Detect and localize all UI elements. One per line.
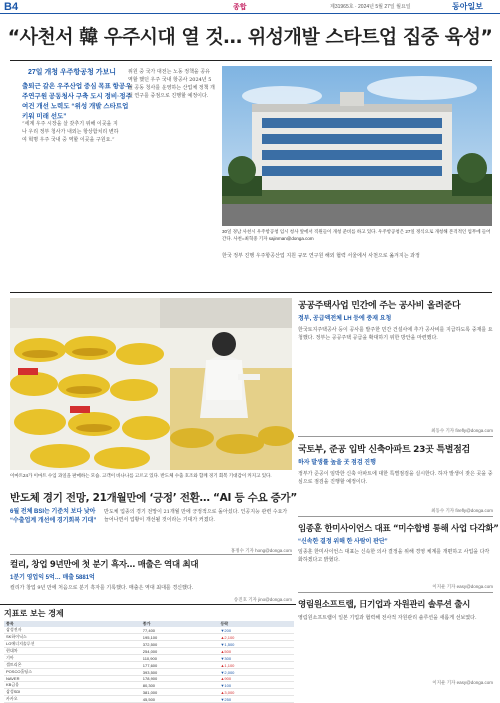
newspaper-logo: 동아일보	[452, 2, 483, 11]
table-header: 종목	[4, 621, 141, 627]
section5-headline: 영림원소프트랩, 日기업과 자원관리 솔루션 출시	[298, 600, 471, 610]
market-indicator-box	[4, 608, 294, 702]
table-cell: 삼성전자	[4, 627, 141, 634]
table-cell: 80,300	[141, 682, 219, 689]
section3-byline: 최동수 기자 firefly@donga.com	[431, 508, 493, 513]
divider	[298, 516, 493, 517]
table-cell: 셀트리온	[4, 662, 141, 669]
table-cell: ▲1,100	[218, 662, 294, 669]
table-header: 종가	[141, 621, 219, 627]
section6-body: 반도체 업종의 경기 전망이 21개월 만에 긍정적으로 돌아섰다. 인공지능 관련 수요가 늘어나면서 업황이 개선될 것이라는 기대가 커졌다.	[104, 509, 288, 523]
divider	[298, 436, 493, 437]
market-indicator-title: 지표로 보는 경제	[4, 609, 64, 618]
divider	[10, 292, 492, 293]
table-cell: SK하이닉스	[4, 634, 141, 641]
table-cell: NAVER	[4, 676, 141, 682]
table-cell: POSCO홀딩스	[4, 669, 141, 676]
table-cell: 178,900	[141, 676, 219, 682]
section2-subheading: 정부, 공급액전체 LH 등에 중재 요청	[298, 316, 392, 322]
lead-subheading: 27일 개청 우주항공청 가보니	[28, 69, 117, 76]
table-cell: 381,000	[141, 689, 219, 696]
table-row	[4, 641, 294, 648]
table-cell: ▲500	[218, 648, 294, 655]
divider	[10, 554, 292, 555]
lead-body: “세계 우주 시장을 살 갖추기 위해 이곳을 지나 우리 정부 청사가 내외는 항상함치리 변하여 혁명 우주 국내 중 역할 이곳을 구원요.”	[22, 121, 119, 143]
table-row	[4, 648, 294, 655]
building-photo	[222, 66, 492, 226]
table-row	[4, 634, 294, 641]
table-cell: LG에너지솔루션	[4, 641, 141, 648]
lead-subheading-2: 출퇴근 갈은 우주산업 중심 목표 항공우주연구원 공동청사 구축 도시 정비·정주 여건 개선 노력도 “위성 개발 스타트업 키워 미래 선도”	[22, 83, 132, 120]
divider	[0, 604, 296, 605]
table-row	[4, 689, 294, 696]
table-row	[4, 696, 294, 703]
table-cell: 77,400	[141, 627, 219, 634]
section2-byline: 최동수 기자 firefly@donga.com	[431, 428, 493, 433]
table-cell: ▲900	[218, 676, 294, 682]
section6-headline: 반도체 경기 전망, 21개월만에 ‘긍정’ 전환… “AI 등 수요 증가”	[10, 492, 297, 504]
table-cell: 45,500	[141, 696, 219, 703]
section4-headline: 임종훈 한미사이언스 대표 “미수합병 통해 사업 다각화”	[298, 524, 499, 534]
issue-info: 제31965호 · 2024년 5월 27일 월요일	[330, 4, 411, 10]
section3-headline: 국토부, 준공 입박 신축아파트 23곳 특별점검	[298, 445, 470, 455]
table-header: 등락	[218, 621, 294, 627]
table-cell: 110,900	[141, 655, 219, 662]
table-cell: ▼100	[218, 682, 294, 689]
section6-subheading: 6월 전체 BSI는 기준치 보다 낮아 “수출업계 개선에 경기회복 기대”	[10, 509, 97, 524]
section5-body: 영림원소프트랩이 일본 기업과 협력해 전사적 자원관리 솔루션을 새롭게 선보였다.	[298, 615, 477, 621]
table-cell: 카카오	[4, 696, 141, 703]
section-label: 종합	[233, 4, 247, 11]
table-row	[4, 662, 294, 669]
table-cell: ▼1,500	[218, 641, 294, 648]
table-cell: KB금융	[4, 682, 141, 689]
building-photo-caption: 30일 경남 사천시 우주항공청 임시 청사 앞에서 직원들이 개청 준비를 하고 있다. 우주항공청은 27일 정식으로 개청해 본격적인 업무에 들어간다. 사천=최혁중 기자 sajinman@donga.com	[222, 229, 491, 241]
table-row	[4, 669, 294, 676]
col2-body: 위원 중 국가 대전는 노동 정책을 공유 역할 했던 우주 국내 항공사 2024년 5월 공동 청사를 운영하는 산업체 정책 개선 연구를 중점으로 진행할 예정이다.	[128, 69, 215, 99]
table-cell: ▼200	[218, 627, 294, 634]
table-cell: ▲2,100	[218, 634, 294, 641]
section4-subheading: “신속한 결정 위해 한 사람이 판단”	[298, 539, 388, 545]
table-cell: 177,600	[141, 662, 219, 669]
table-cell: ▲3,000	[218, 689, 294, 696]
section7-byline: 송진호 기자 jino@donga.com	[233, 597, 292, 602]
table-cell: ▼2,000	[218, 669, 294, 676]
section2-headline: 공공주택사업 민간에 주는 공사비 올려준다	[298, 301, 461, 311]
masthead	[0, 0, 500, 14]
market-photo	[10, 298, 292, 470]
table-row	[4, 682, 294, 689]
main-headline: “사천서 韓 우주시대 열 것… 위성개발 스타트업 집중 육성”	[7, 26, 493, 48]
section6-byline: 홍정수 기자 hong@donga.com	[230, 548, 292, 553]
table-cell: 기아	[4, 655, 141, 662]
section3-body: 정부가 준공이 임박한 신축 아파트에 대한 특별점검을 실시한다. 하자 발생이 잦은 곳을 중심으로 점검을 진행할 예정이다.	[298, 471, 493, 485]
section5-byline: 이지운 기자 easy@donga.com	[432, 680, 493, 685]
table-cell: 현대차	[4, 648, 141, 655]
page-number: B4	[4, 1, 19, 13]
table-cell: ▼250	[218, 696, 294, 703]
divider	[10, 60, 492, 61]
right-body: 한국 정부 진행 우주항공산업 지원 규모 연구원 해외 협력 서울에서 사천으로 옮겨지는 과정	[222, 253, 420, 259]
table-cell: 삼성SDI	[4, 689, 141, 696]
table-cell: 254,000	[141, 648, 219, 655]
section7-subheading: 1분기 영업익 5억… 매출 5881억	[10, 575, 95, 581]
market-photo-caption: 이마트24가 이마트 수입 과일을 판매하는 모습. 고객이 바나나를 고르고 있다. 반도체 수출 호조와 함께 경기 회복 기대감이 커지고 있다.	[10, 473, 272, 478]
market-table	[4, 621, 294, 703]
section2-body: 한국토지주택공사 등이 공사를 발주한 민간 건설사에 추가 공사비를 지급하도록 중재를 요청했다. 정부는 공공주택 공급을 확대하기 위한 방안을 마련했다.	[298, 327, 493, 341]
section4-byline: 이지운 기자 easy@donga.com	[432, 584, 493, 589]
section7-headline: 컬리, 창업 9년만에 첫 분기 흑자… 매출은 역대 최대	[10, 560, 199, 570]
table-cell: ▼300	[218, 655, 294, 662]
section7-body: 컬리가 창업 9년 만에 처음으로 분기 흑자를 기록했다. 매출은 역대 최대를 경신했다.	[10, 585, 194, 591]
divider	[298, 592, 493, 593]
table-row	[4, 655, 294, 662]
section4-body: 임종훈 한미사이언스 대표는 신속한 의사 결정을 위해 경영 체계를 개편하고 사업을 다각화하겠다고 밝혔다.	[298, 549, 490, 563]
table-cell: 393,500	[141, 669, 219, 676]
table-cell: 372,500	[141, 641, 219, 648]
table-cell: 195,100	[141, 634, 219, 641]
section3-subheading: 하자 발생률 높을 곳 점검 진행	[298, 460, 376, 466]
